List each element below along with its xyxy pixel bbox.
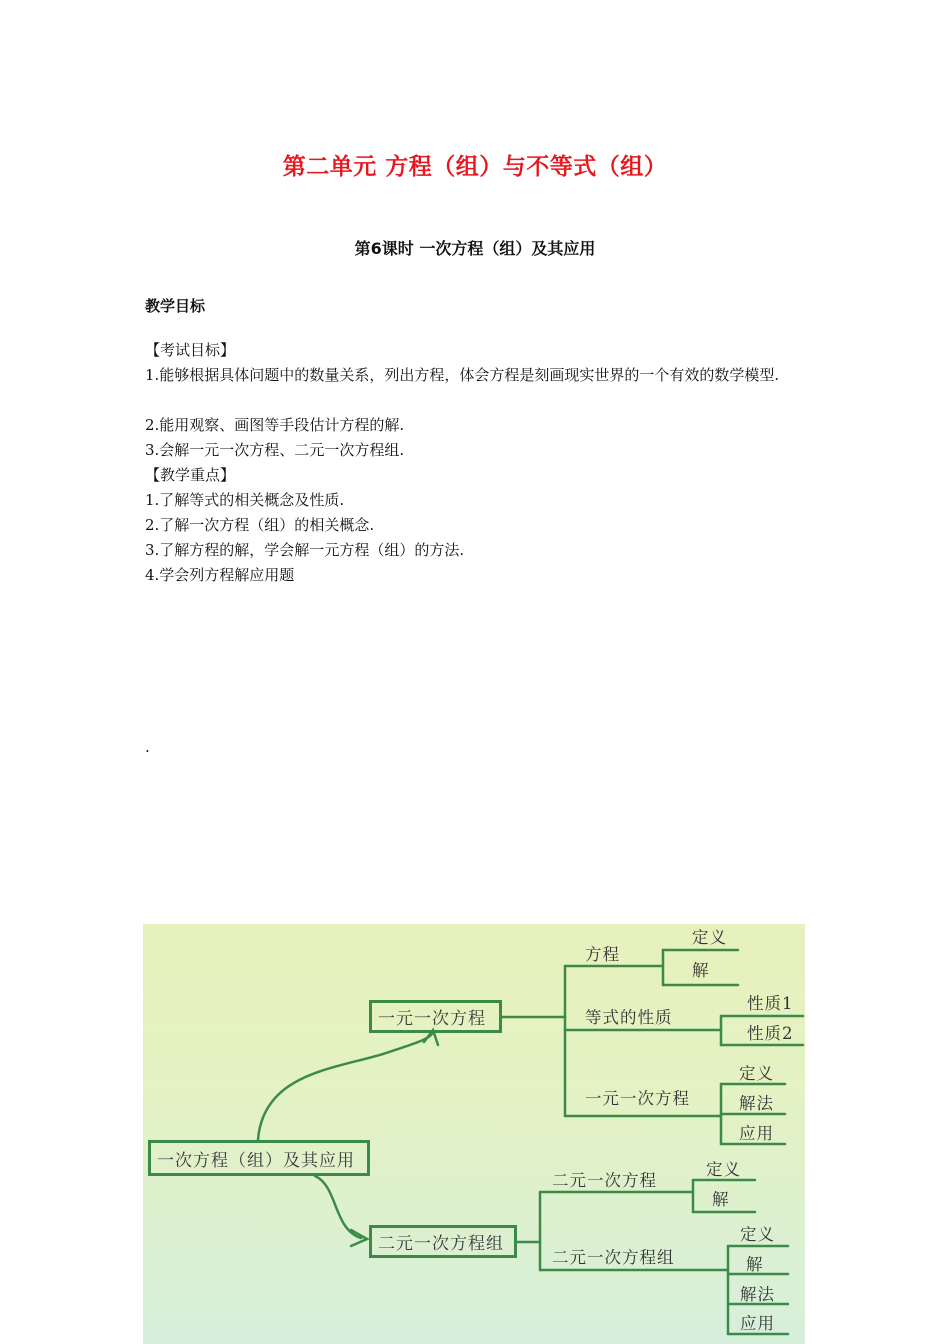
leaf-xingzhi1: 性质1 — [747, 994, 794, 1013]
exam-goals-header: 【考试目标】 — [145, 341, 236, 359]
key-point-item-2: 2.了解一次方程（组）的相关概念. — [145, 516, 375, 534]
connector-root-branch2 — [315, 1176, 361, 1238]
leaf-dingyi-2: 定义 — [739, 1064, 774, 1083]
key-points-header: 【教学重点】 — [145, 466, 236, 484]
node-eryuan-fangcheng: 二元一次方程 — [552, 1171, 657, 1190]
exam-goal-item-1: 1.能够根据具体问题中的数量关系，列出方程，体会方程是刻画现实世界的一个有效的数学模型. — [145, 366, 780, 384]
leaf-yingyong-1: 应用 — [739, 1124, 774, 1143]
mindmap-branch1-box: 一元一次方程 — [369, 1000, 502, 1033]
mindmap-root-box: 一次方程（组）及其应用 — [148, 1140, 370, 1176]
leaf-jie-2: 解 — [712, 1190, 730, 1209]
exam-goal-item-2: 2.能用观察、画图等手段估计方程的解. — [145, 416, 405, 434]
knowledge-mindmap — [143, 924, 805, 1344]
leaf-yingyong-2: 应用 — [740, 1314, 775, 1333]
unit-title: 第二单元 方程（组）与不等式（组） — [282, 154, 668, 180]
teaching-goals-heading: 教学目标 — [145, 297, 206, 315]
node-dengshi-xingzhi: 等式的性质 — [585, 1008, 673, 1027]
leaf-jiefa-2: 解法 — [740, 1285, 775, 1304]
leaf-dingyi-1: 定义 — [692, 928, 727, 947]
connector-root-branch1 — [258, 1032, 433, 1140]
node-yiyuan-yici: 一元一次方程 — [585, 1089, 690, 1108]
key-point-item-4: 4.学会列方程解应用题 — [145, 566, 295, 584]
node-eryuan-fangchengzu: 二元一次方程组 — [552, 1248, 675, 1267]
leaf-jie-1: 解 — [692, 961, 710, 980]
leaf-xingzhi2: 性质2 — [747, 1024, 794, 1043]
node-fangcheng: 方程 — [585, 945, 620, 964]
key-point-item-3: 3.了解方程的解，学会解一元方程（组）的方法. — [145, 541, 465, 559]
mindmap-branch2-box: 二元一次方程组 — [369, 1225, 517, 1258]
mindmap-connectors — [143, 924, 805, 1344]
leaf-dingyi-4: 定义 — [740, 1225, 775, 1244]
leaf-jiefa-1: 解法 — [739, 1094, 774, 1113]
key-point-item-1: 1.了解等式的相关概念及性质. — [145, 491, 345, 509]
leaf-dingyi-3: 定义 — [706, 1160, 741, 1179]
stray-mark: . — [145, 738, 150, 756]
leaf-jie-3: 解 — [746, 1255, 764, 1274]
exam-goal-item-3: 3.会解一元一次方程、二元一次方程组. — [145, 441, 405, 459]
lesson-title: 第6课时 一次方程（组）及其应用 — [354, 239, 596, 258]
